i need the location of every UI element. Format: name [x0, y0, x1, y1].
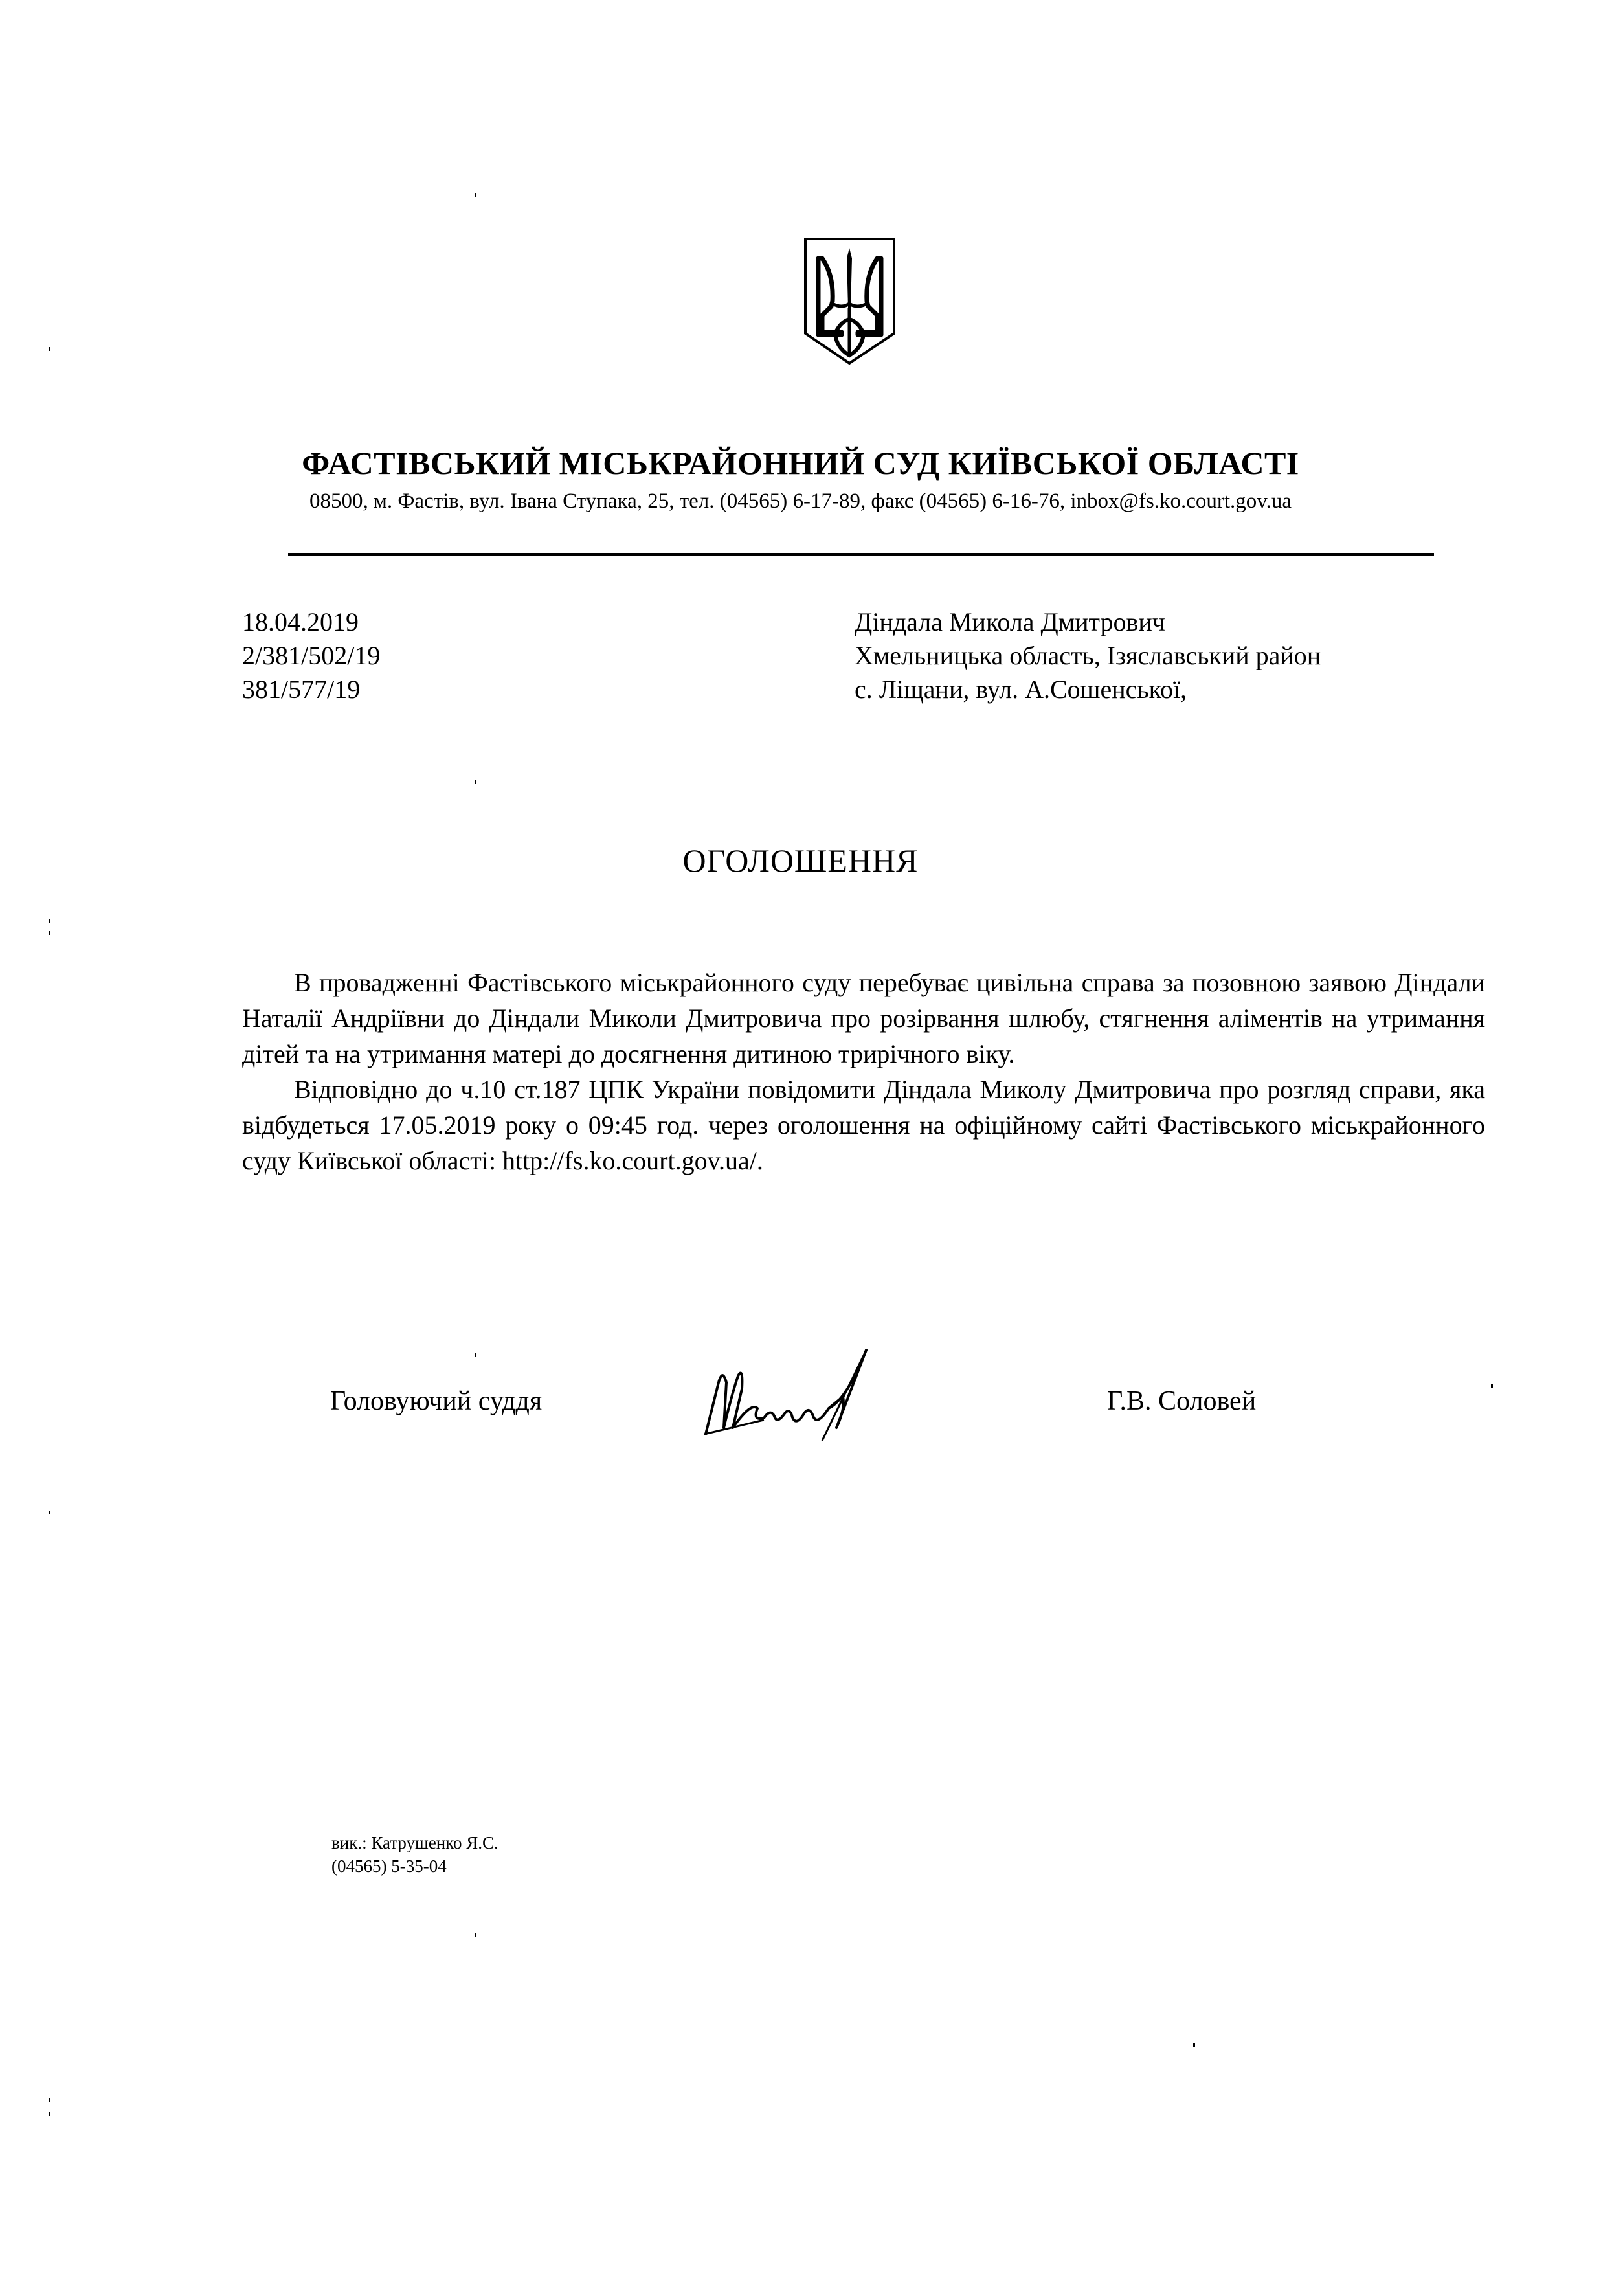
- scan-speck: [1193, 2043, 1195, 2047]
- document-meta: [242, 605, 380, 706]
- signatory-role: Головуючий суддя: [330, 1386, 543, 1416]
- signatory-name: Г.В. Соловей: [1107, 1386, 1257, 1416]
- executor-info: [331, 1831, 498, 1878]
- recipient-address: с. Ліщани, вул. А.Сошенської,: [855, 675, 1187, 704]
- scan-speck: [475, 780, 476, 784]
- proceeding-number: 381/577/19: [242, 675, 361, 704]
- body-paragraph: Відповідно до ч.10 ст.187 ЦПК України повідомити Діндала Миколу Дмитровича про розгляд справи, яка відбудеться 17.05.2019 року о 09:45 год. через оголошення на офіційному сайті Фастівського міськрайонного суду Київської області: http://fs.ko.court.gov.ua/.: [242, 1075, 1485, 1175]
- announcement-body: [242, 965, 1485, 1178]
- scan-speck: [475, 1353, 476, 1357]
- document-date: 18.04.2019: [242, 607, 359, 636]
- court-address: 08500, м. Фастів, вул. Івана Ступака, 25, тел. (04565) 6-17-89, факс (04565) 6-16-76, inbox@fs.ko.court.gov.ua: [309, 490, 1292, 513]
- scan-speck: [49, 1511, 50, 1514]
- scan-speck: [475, 193, 476, 197]
- ukraine-trident-coat-of-arms-icon: [803, 236, 897, 366]
- signature-block: [0, 1337, 1601, 1441]
- executor-name: вик.: Катрушенко Я.С.: [331, 1833, 498, 1852]
- court-name: ФАСТІВСЬКИЙ МІСЬКРАЙОННИЙ СУД КИЇВСЬКОЇ ОБЛАСТІ: [302, 445, 1299, 481]
- scan-speck: [49, 931, 50, 935]
- recipient-region: Хмельницька область, Ізяславський район: [855, 641, 1321, 670]
- case-number: 2/381/502/19: [242, 641, 381, 670]
- document-title: ОГОЛОШЕННЯ: [682, 842, 919, 879]
- scan-speck: [475, 1933, 476, 1937]
- scan-speck: [1491, 1384, 1493, 1388]
- scan-speck: [49, 919, 50, 923]
- scan-speck: [49, 2112, 50, 2116]
- handwritten-signature-icon: [693, 1337, 926, 1444]
- body-paragraph: В провадженні Фастівського міськрайонного суду перебуває цивільна справа за позовною заявою Діндали Наталії Андріївни до Діндали Миколи Дмитровича про розірвання шлюбу, стягнення аліментів на утримання дітей та на утримання матері до досягнення дитиною трирічного віку.: [242, 968, 1485, 1068]
- recipient-name: Діндала Микола Дмитрович: [855, 607, 1165, 636]
- header-divider: [288, 553, 1434, 556]
- scan-speck: [49, 2098, 50, 2102]
- executor-phone: (04565) 5-35-04: [331, 1856, 447, 1876]
- recipient-block: [855, 605, 1321, 706]
- scan-speck: [49, 347, 50, 351]
